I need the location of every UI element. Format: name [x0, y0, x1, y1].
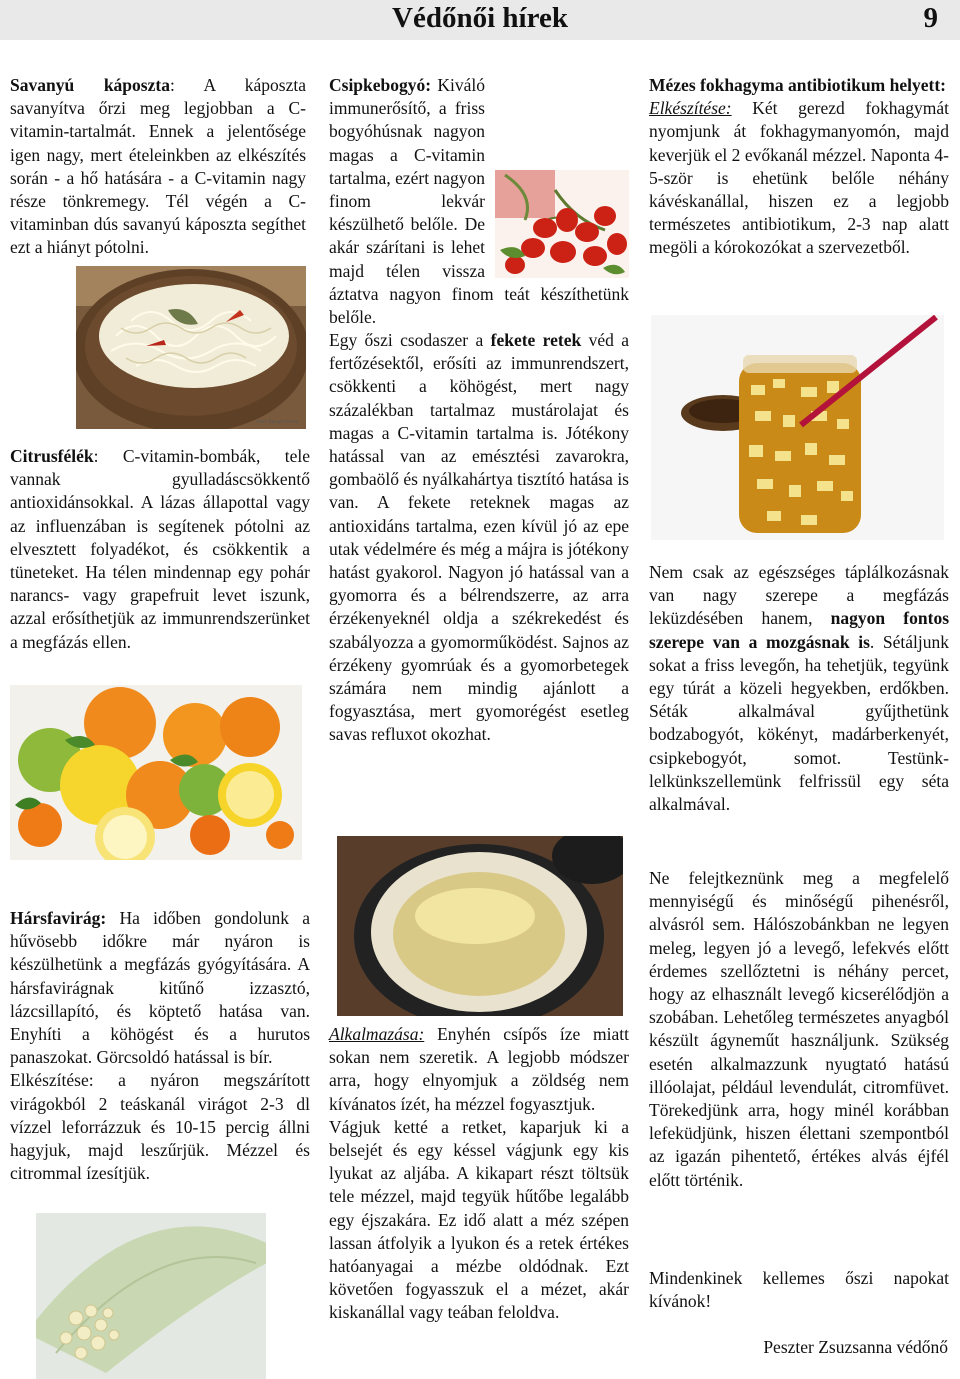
page-header [0, 0, 960, 40]
retek-section [329, 329, 629, 747]
csipke-text: Kiváló immunerősítő, a friss bogyóhúsnak nagyon magas a C-vitamin tartalma, ezért nagyon finom lekvár készülhető belőle. De akár szárítani is lehet majd télen vissza áztatva nagyon finom teát készíthetünk belőle. [329, 75, 629, 328]
retek-bold: fekete retek [490, 330, 582, 350]
citrus-photo [10, 685, 302, 860]
sauerkraut-photo [76, 266, 306, 429]
hars-prep: Elkészítése: a nyáron megszárított virágokból 2 teáskanál virágot 2-3 dl vízzel leforrázzuk és 10-15 percig állni hagyjuk, majd leszűrjük. Mézzel és citrommal ízesítjük. [10, 1070, 310, 1184]
kaposzta-section [10, 74, 306, 260]
kaposzta-title: Savanyú káposzta [10, 75, 170, 95]
mezes-title: Mézes fokhagyma antibiotikum helyett: [649, 75, 946, 95]
kaposzta-text: : A káposzta savanyítva őrzi meg legjobban a C-vitamin-tartalmát. Ennek a jelentősége igen nagy, mert ételeinkben az elkészítés során - a hő hatására - a C-vitamin nagy része tönkremegy. Tél végén a C-vitaminban dús savanyú káposzta segíthet ezt a hiányt pótolni. [10, 75, 306, 258]
retek-text: véd a fertőzésektől, erősíti az immunrendszert, csökkenti a köhögést, mert nagy százalékban tartalmaz mustárolajat és magas a C-vitamin tartalma is. Jótékony hatással van az emésztési zavarokra, gombaölő és nyálkahártya tisztító hatása is van. A fekete reteknek magas az antioxidáns tartalma, ezen kívül jó az epe utak védelmére és még a májra is jótékony hatást gyakorol. Nagyon jó hatással van a gyomorra és a bélrendszerre, az arra érzékenyeknél oldja a székrekedést és szabályozza a gyomorműködést. Sajnos az érzékeny gyomrúak és a gyomorbetegek számára nem mindig ajánlott a fogyasztása, mert gyomorégést esetleg savas refluxot okozhat. [329, 330, 629, 745]
csipke-section [329, 74, 629, 329]
closing-section [649, 1267, 949, 1313]
mozgas-section [649, 561, 949, 816]
mozgas-text-a: Nem csak az egészséges táplálkozásnak van nagy szerepe a megfázás leküzdésében hanem, [649, 562, 949, 629]
pihenes-text: Ne felejtkeznünk meg a megfelelő mennyiségű és minőségű pihenésről, alvásról sem. Hálószobánkban ne legyen meleg, legyen jó a levegő, lefekvés előtt érdemes szellőztetni is néhány percet, hogy az elhasznált levegő kicserélődjön a szobában. Lehetőleg természetes anyagból készült ágyneműt használjunk. Szükség esetén alkalmazzunk nyugtató hatású illóolajat, például levendulát, citromfüvet. Törekedjünk arra, hogy minél korábban lefeküdjünk, hiszen élettani szempontból az igazán pihentető, értékes alvás éjfél előtt történik. [649, 868, 949, 1190]
page-title: Védőnői hírek [392, 2, 568, 34]
retek-intro: Egy őszi csodaszer a [329, 330, 491, 350]
mozgas-bold: nagyon fontos szerepe van a mozgásnak is [649, 608, 950, 652]
garlic-honey-photo [651, 315, 944, 540]
mezes-label: Elkészítése: [649, 98, 732, 119]
alkalmazas-label: Alkalmazása: [329, 1024, 425, 1044]
mezes-section [649, 74, 949, 260]
hars-text: Ha időben gondolunk a hűvösebb időkre már nyáron is készülhetünk a megfázás gyógyítására. A hársfavirágnak kitűnő izzasztó, lázcsillapító, és köptető hatása van. Enyhíti a köhögést és a hurutos panaszokat. Görcsoldó hatással is bír. [10, 908, 310, 1068]
linden-photo [36, 1213, 266, 1379]
rosehip-photo [495, 170, 629, 278]
signature [649, 1336, 948, 1359]
citrus-section [10, 445, 310, 654]
csipke-title: Csipkebogyó: [329, 75, 432, 95]
hars-section [10, 907, 310, 1185]
mezes-text: Két gerezd fokhagymát nyomjunk át fokhagymanyomón, majd keverjük el 2 evőkanál mézzel. Naponta 4-5-ször is ehetünk belőle néhány kávéskanállal, hiszen ez a legjobb természetes antibiotikum, 2-3 nap alatt megöli a kórokozókat a szervezetből. [649, 98, 949, 258]
pihenes-section [649, 867, 949, 1192]
photo-credit: Fotó: Balogh Szilvia [256, 420, 298, 425]
alkalmazas-text2: Vágjuk ketté a retket, kaparjuk ki a belsejét és egy késsel vágjunk egy kis lyukat az aljába. A kikapart részt töltsük tele mézzel, majd tegyük hűtőbe legalább egy éjszakára. Ez idő alatt a méz szépen lassan átfolyik a lyukon és a retek értékes hatóanyagai a mézbe oldódnak. Ezt követően fogyasszuk el a mézet, akár kiskanállal vagy teában feloldva. [329, 1116, 629, 1323]
hars-title: Hársfavirág: [10, 908, 107, 928]
mozgas-text-b: . Sétáljunk sokat a friss levegőn, ha tehetjük, tegyünk egy túrát a közeli hegyekben, erdőkben. Séták alkalmával gyűjthetünk bodzabogyót, kökényt, madárberkenyét, csipkebogyót, somot. Testünk- lelkünkszellemünk felfrissül egy séta alkalmával. [649, 631, 950, 815]
citrus-title: Citrusfélék [10, 446, 94, 466]
citrus-text: : C-vitamin-bombák, tele vannak gyulladáscsökkentő antioxidánsokkal. A lázas állapottal vagy az influenzában is segítenek pótolni az elvesztett folyadékot, és csökkentik a tüneteket. Ha télen mindennap egy pohár narancs- vagy grapefruit levet iszunk, azzal erősíthetjük az immunrendszerünket a megfázás ellen. [10, 446, 310, 652]
alkalmazas-section [329, 1023, 629, 1325]
radish-honey-photo [337, 836, 623, 1016]
alkalmazas-text: Enyhén csípős íze miatt sokan nem szeretik. A legjobb módszer arra, hogy elnyomjuk a zöldség nem kívánatos ízét, ha mézzel fogyasztjuk. [329, 1024, 629, 1114]
page-number: 9 [923, 2, 938, 34]
closing-text: Mindenkinek kellemes őszi napokat kívánok! [649, 1268, 949, 1312]
signature-text: Peszter Zsuzsanna védőnő [763, 1337, 948, 1357]
